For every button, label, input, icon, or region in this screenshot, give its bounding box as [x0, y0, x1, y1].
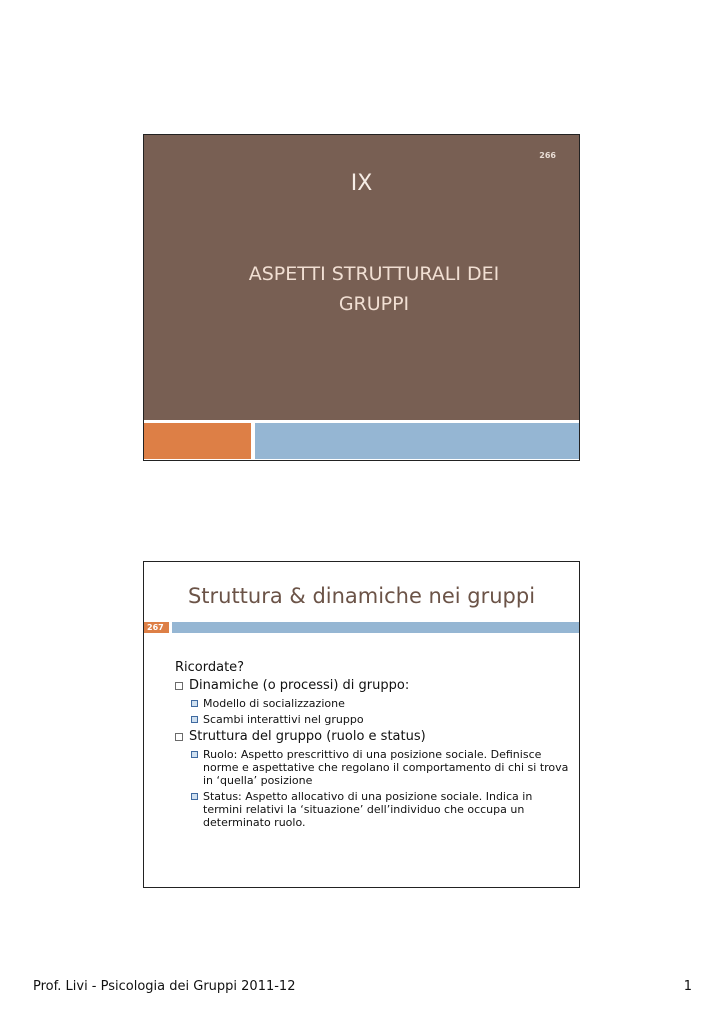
footer-text: Prof. Livi - Psicologia dei Gruppi 2011-12	[33, 979, 296, 994]
chapter-number: IX	[350, 171, 373, 196]
intro-text: Ricordate?	[175, 660, 245, 675]
sub-list-item-text: Modello di socializzazione	[203, 697, 345, 710]
slide-title-panel	[144, 135, 579, 420]
slide-267	[143, 561, 580, 888]
slide-body	[175, 660, 570, 832]
orange-accent-block	[144, 423, 251, 459]
square-bullet-icon	[175, 733, 183, 741]
sub-list-item-text: Ruolo: Aspetto prescrittivo di una posizione sociale. Definisce norme e aspettative che regolano il comportamento di chi si trova in ‘quella’ posizione	[203, 748, 569, 787]
sub-list-item	[191, 697, 570, 710]
square-bullet-icon	[191, 700, 198, 707]
slide-266	[143, 134, 580, 461]
chapter-title-line-2: GRUPPI	[338, 293, 410, 315]
sub-list-item	[191, 790, 570, 829]
chapter-title-line-1: ASPETTI STRUTTURALI DEI	[248, 263, 500, 285]
slide-number: 267	[144, 622, 169, 633]
sub-list-item	[191, 713, 570, 726]
list-item-text: Struttura del gruppo (ruolo e status)	[189, 729, 426, 744]
list-item	[175, 729, 570, 745]
square-bullet-icon	[191, 716, 198, 723]
chapter-title	[204, 259, 544, 319]
blue-accent-block	[255, 423, 579, 459]
blue-title-bar	[172, 622, 579, 633]
sub-list-item	[191, 748, 570, 787]
sub-list-item-text: Scambi interattivi nel gruppo	[203, 713, 364, 726]
square-bullet-icon	[191, 751, 198, 758]
slide-title: Struttura & dinamiche nei gruppi	[187, 584, 536, 608]
list-item-text: Dinamiche (o processi) di gruppo:	[189, 678, 410, 693]
square-bullet-icon	[175, 682, 183, 690]
list-item	[175, 678, 570, 694]
square-bullet-icon	[191, 793, 198, 800]
slide-number: 266	[539, 151, 556, 160]
page-number: 1	[683, 979, 692, 994]
sub-list-item-text: Status: Aspetto allocativo di una posizione sociale. Indica in termini relativi la ‘situazione’ dell’individuo che occupa un determinato ruolo.	[203, 790, 533, 829]
